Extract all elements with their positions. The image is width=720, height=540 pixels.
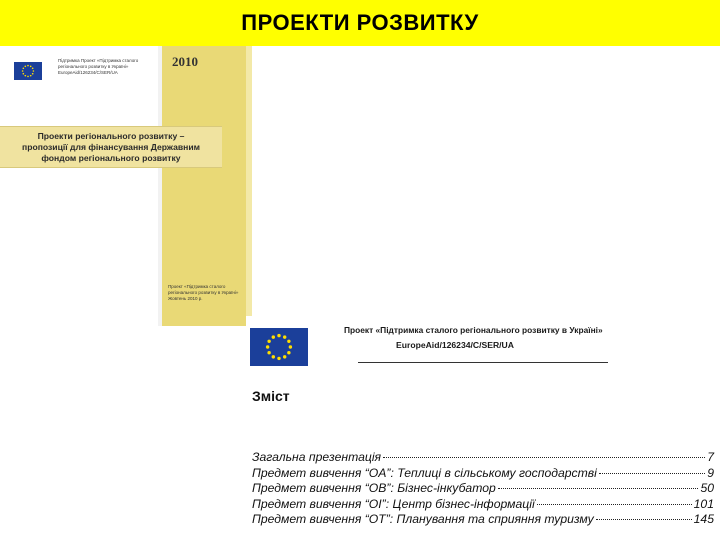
project-code: EuropeAid/126234/C/SER/UA	[396, 340, 514, 350]
cover-left-page	[0, 46, 159, 326]
eu-flag-icon	[14, 62, 42, 80]
header-divider	[358, 362, 608, 363]
table-of-contents	[252, 450, 714, 528]
contents-page-image	[248, 320, 720, 540]
toc-entry-page: 50	[700, 481, 714, 495]
contents-heading: Зміст	[252, 388, 290, 404]
toc-entry-page: 145	[693, 512, 714, 526]
report-cover-image	[0, 46, 252, 326]
cover-org-text: Підтримка Проект «Підтримка сталого регіонального розвитку в Україні» EuropeAid/126234/C/SER/UA	[58, 58, 139, 75]
toc-entry	[252, 512, 714, 528]
toc-entry-page: 9	[707, 465, 714, 480]
toc-entry-label: Загальна презентація	[252, 450, 382, 464]
toc-entry-page: 101	[693, 496, 714, 511]
project-name: Проект «Підтримка сталого регіонального розвитку в Україні»	[344, 325, 603, 335]
toc-entry	[252, 481, 714, 497]
slide-title-bar	[0, 0, 720, 46]
toc-entry-label: Предмет вивчення “OA”: Теплиці в сільському господарстві	[252, 465, 597, 480]
cover-yellow-edge	[246, 46, 252, 316]
cover-title: Проекти регіонального розвитку – пропозиції для фінансування Державним фондом регіонального розвитку	[22, 130, 200, 163]
toc-entry-page: 7	[707, 450, 714, 464]
toc-leader-dots	[537, 504, 692, 505]
toc-leader-dots	[383, 457, 705, 458]
cover-year: 2010	[172, 54, 198, 69]
toc-entry-label: Предмет вивчення “OT”: Планування та сприяння туризму	[252, 512, 594, 526]
slide-title: ПРОЕКТИ РОЗВИТКУ	[241, 10, 479, 35]
cover-footer-text: Проект «Підтримка сталого регіонального розвитку в Україні» Жовтень 2010 р.	[168, 284, 239, 301]
toc-entry-label: Предмет вивчення “OB”: Бізнес-інкубатор	[252, 481, 496, 495]
toc-leader-dots	[599, 473, 705, 474]
toc-entry	[252, 450, 714, 466]
toc-leader-dots	[596, 519, 692, 520]
cover-title-box	[0, 126, 222, 168]
toc-entry	[252, 466, 714, 482]
toc-leader-dots	[498, 488, 699, 489]
eu-flag-icon	[250, 328, 308, 366]
toc-entry-label: Предмет вивчення “OI”: Центр бізнес-інформації	[252, 496, 535, 511]
toc-entry	[252, 497, 714, 513]
